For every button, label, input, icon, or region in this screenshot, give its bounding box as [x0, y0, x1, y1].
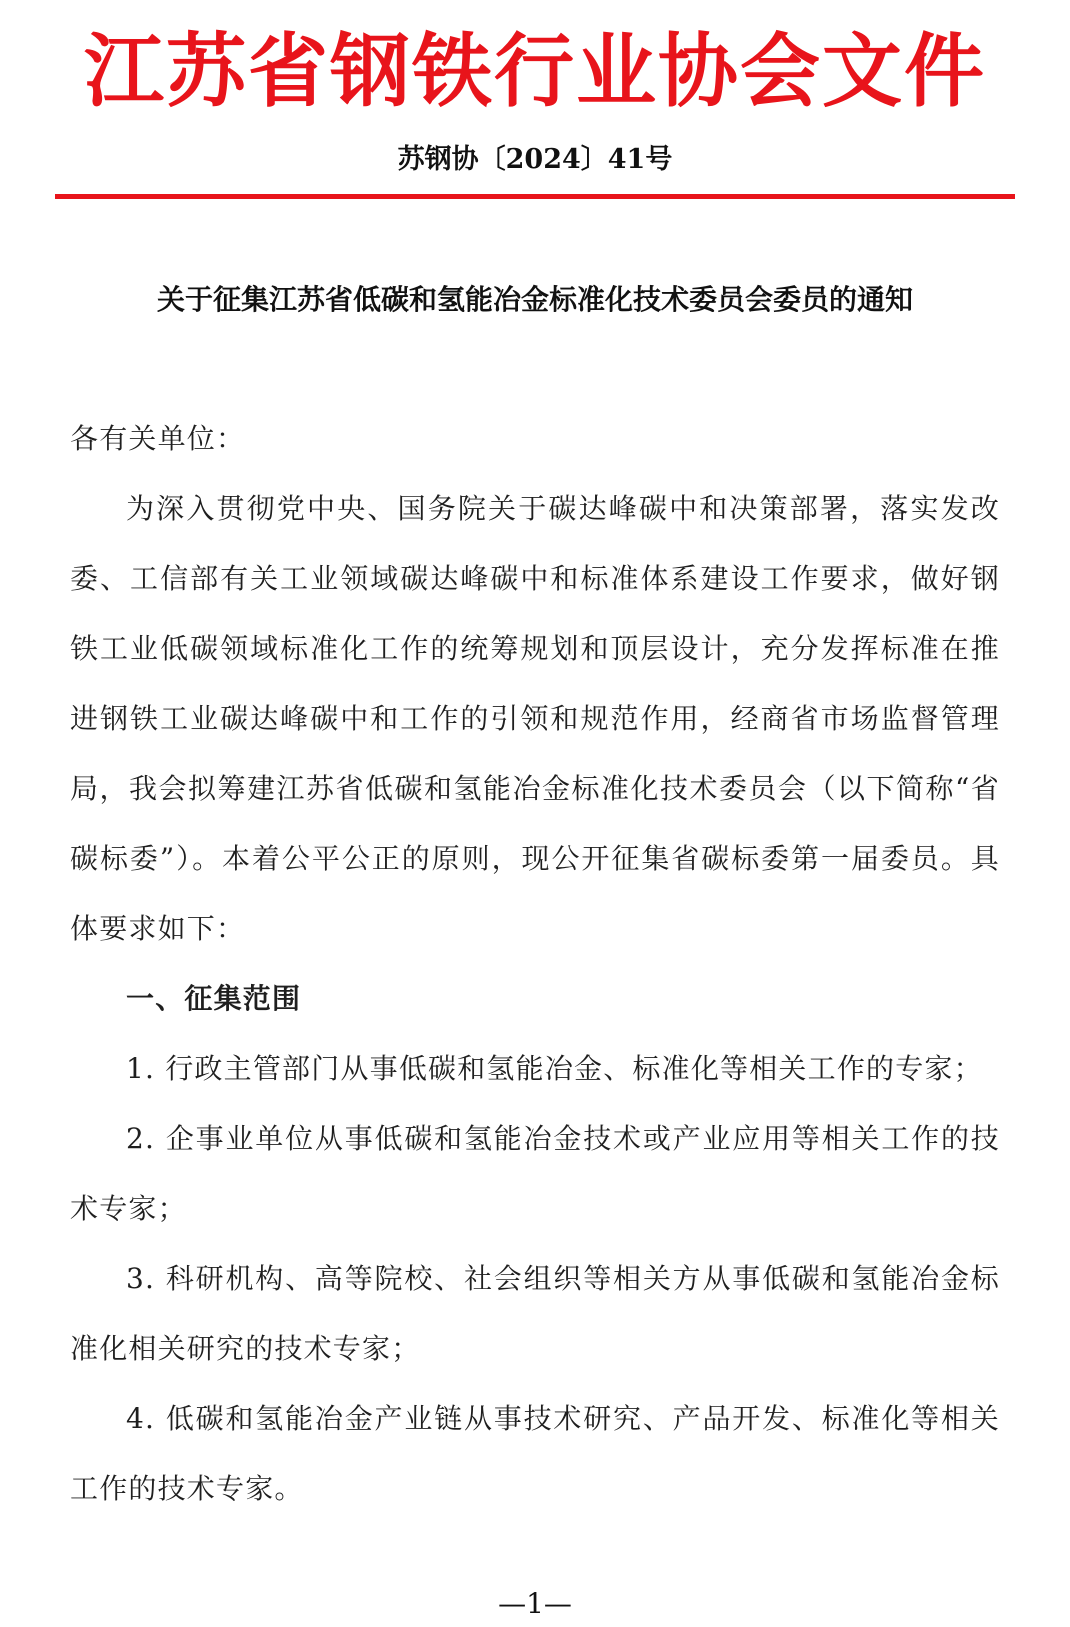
red-divider-line: [55, 194, 1015, 199]
document-number: 苏钢协〔2024〕41号: [397, 144, 673, 175]
list-item: 4. 低碳和氢能冶金产业链从事技术研究、产品开发、标准化等相关工作的技术专家。: [70, 1402, 1000, 1505]
masthead-title: 江苏省钢铁行业协会文件: [84, 25, 986, 118]
list-item: 3. 科研机构、高等院校、社会组织等相关方从事低碳和氢能冶金标准化相关研究的技术专家；: [70, 1262, 1000, 1365]
list-item: 1. 行政主管部门从事低碳和氢能冶金、标准化等相关工作的专家；: [126, 1052, 983, 1085]
document-body: [70, 404, 1000, 1524]
page-number: —1—: [498, 1587, 572, 1620]
notice-title: 关于征集江苏省低碳和氢能冶金标准化技术委员会委员的通知: [156, 283, 913, 316]
section-heading-scope: 一、征集范围: [126, 982, 302, 1015]
list-item: 2. 企事业单位从事低碳和氢能冶金技术或产业应用等相关工作的技术专家；: [70, 1122, 1000, 1225]
intro-paragraph: 为深入贯彻党中央、国务院关于碳达峰碳中和决策部署，落实发改委、工信部有关工业领域碳达峰碳中和标准体系建设工作要求，做好钢铁工业低碳领域标准化工作的统筹规划和顶层设计，充分发挥标准在推进钢铁工业碳达峰碳中和工作的引领和规范作用，经商省市场监督管理局，我会拟筹建江苏省低碳和氢能冶金标准化技术委员会（以下简称“省碳标委”）。本着公平公正的原则，现公开征集省碳标委第一届委员。具体要求如下：: [70, 492, 1000, 945]
salutation: 各有关单位：: [70, 422, 246, 455]
